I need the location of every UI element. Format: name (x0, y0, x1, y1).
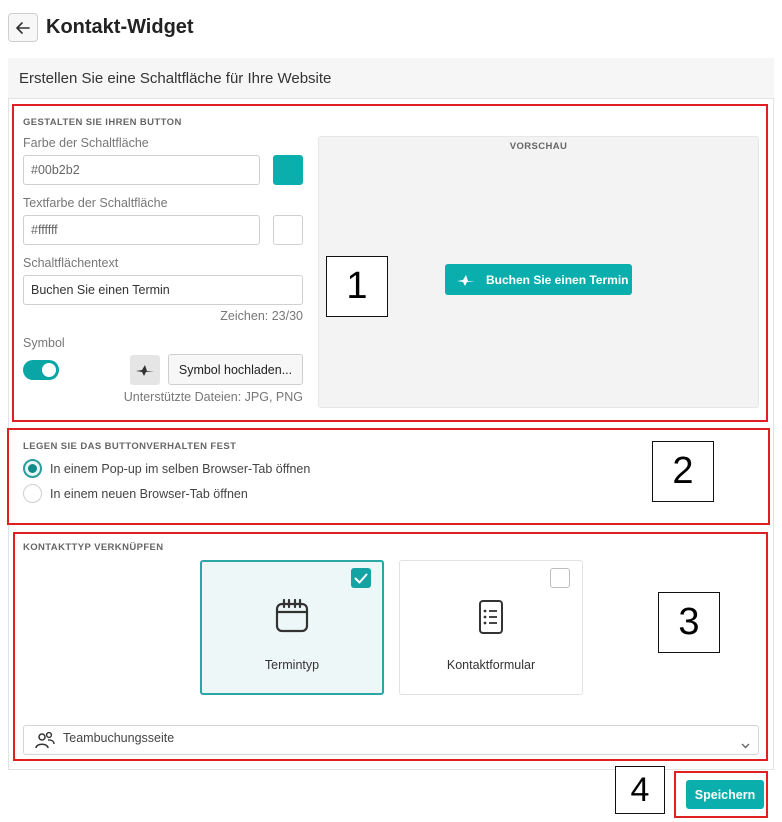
symbol-label: Symbol (23, 336, 65, 350)
upload-symbol-button[interactable]: Symbol hochladen... (168, 354, 303, 385)
button-color-label: Farbe der Schaltfläche (23, 136, 149, 150)
contact-type-section-title: KONTAKTTYP VERKNÜPFEN (23, 542, 164, 553)
annotation-box-4 (674, 771, 768, 818)
page-title: Kontakt-Widget (46, 16, 194, 38)
preview-button-label: Buchen Sie einen Termin (486, 272, 629, 287)
team-select-value: Teambuchungsseite (63, 731, 175, 745)
button-text-label: Schaltflächentext (23, 256, 119, 270)
arrow-left-icon (16, 22, 30, 34)
termintyp-label: Termintyp (264, 658, 320, 672)
radio-popup-label: In einem Pop-up im selben Browser-Tab öffnen (50, 462, 311, 476)
supported-files-hint: Unterstützte Dateien: JPG, PNG (123, 390, 303, 404)
annotation-number-3: 3 (658, 592, 720, 653)
kontaktformular-label: Kontaktformular (446, 658, 536, 672)
annotation-number-1: 1 (326, 256, 388, 317)
behavior-section-title: LEGEN SIE DAS BUTTONVERHALTEN FEST (23, 441, 237, 452)
text-color-label: Textfarbe der Schaltfläche (23, 196, 168, 210)
radio-new-tab-label: In einem neuen Browser-Tab öffnen (50, 487, 248, 501)
back-button[interactable] (8, 13, 38, 42)
char-count: Zeichen: 23/30 (220, 309, 303, 323)
annotation-number-2: 2 (652, 441, 714, 502)
annotation-box-3 (13, 532, 768, 761)
save-button[interactable]: Speichern (686, 780, 764, 809)
annotation-box-1 (12, 104, 768, 422)
card-title: Erstellen Sie eine Schaltfläche für Ihre Website (19, 70, 332, 87)
annotation-number-4: 4 (615, 766, 665, 814)
design-section-title: GESTALTEN SIE IHREN BUTTON (23, 117, 182, 128)
preview-title: VORSCHAU (509, 141, 568, 152)
